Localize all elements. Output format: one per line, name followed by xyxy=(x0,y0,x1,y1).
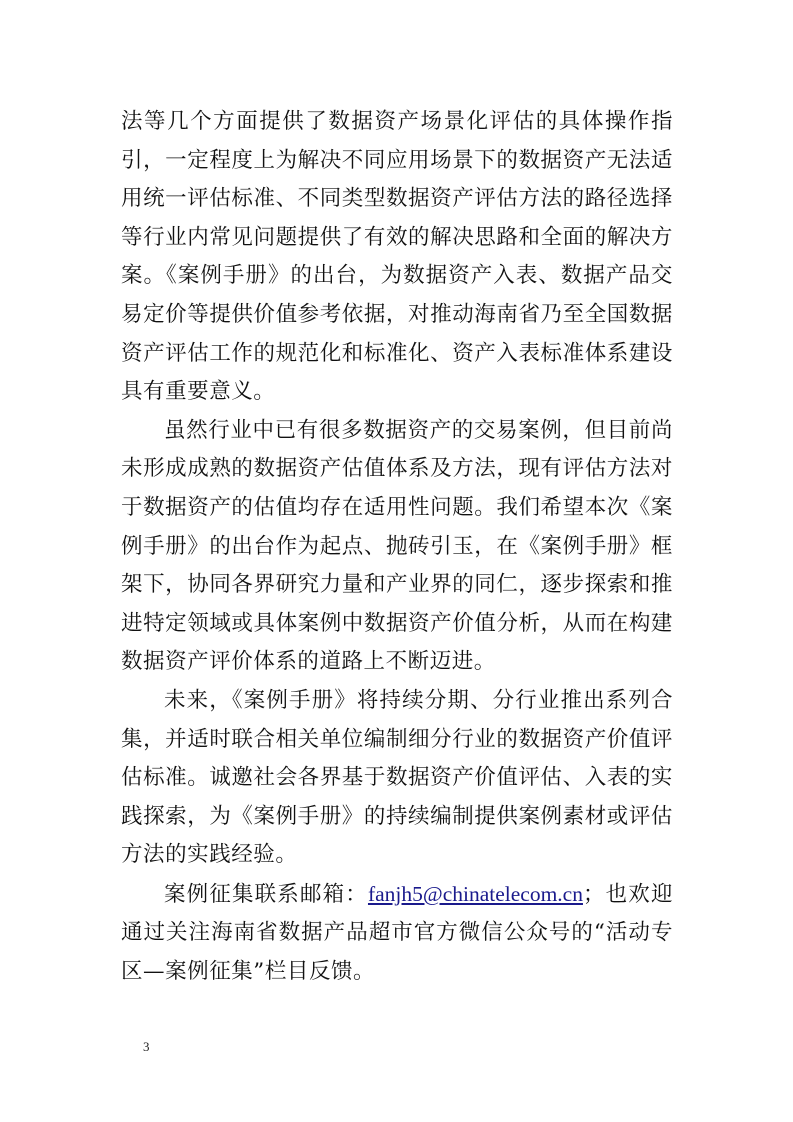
contact-email-link[interactable]: fanjh5@chinatelecom.cn xyxy=(367,881,583,906)
contact-label: 案例征集联系邮箱： xyxy=(164,881,368,907)
paragraph-continuation: 法等几个方面提供了数据资产场景化评估的具体操作指引，一定程度上为解决不同应用场景下的数据资产无法适用统一评估标准、不同类型数据资产评估方法的路径选择等行业内常见问题提供了有效的解决思路和全面的解决方案。《案例手册》的出台，为数据资产入表、数据产品交易定价等提供价值参考依据，对推动海南省乃至全国数据资产评估工作的规范化和标准化、资产入表标准体系建设具有重要意义。 xyxy=(121,109,673,405)
page-number: 3 xyxy=(143,1039,150,1054)
paragraph-contact xyxy=(121,875,673,992)
document-body xyxy=(121,103,673,992)
contact-suffix: ；也欢迎通过关注海南省数据产品超市官方微信公众号的“活动专区—案例征集”栏目反馈。 xyxy=(121,881,674,985)
paragraph-industry-cases: 虽然行业中已有很多数据资产的交易案例，但目前尚未形成成熟的数据资产估值体系及方法，现有评估方法对于数据资产的估值均存在适用性问题。我们希望本次《案例手册》的出台作为起点、抛砖引玉，在《案例手册》框架下，协同各界研究力量和产业界的同仁，逐步探索和推进特定领域或具体案例中数据资产价值分析，从而在构建数据资产评价体系的道路上不断迈进。 xyxy=(121,417,673,675)
paragraph-future-plans: 未来，《案例手册》将持续分期、分行业推出系列合集，并适时联合相关单位编制细分行业的数据资产价值评估标准。诚邀社会各界基于数据资产价值评估、入表的实践探索，为《案例手册》的持续编制提供案例素材或评估方法的实践经验。 xyxy=(121,687,673,868)
